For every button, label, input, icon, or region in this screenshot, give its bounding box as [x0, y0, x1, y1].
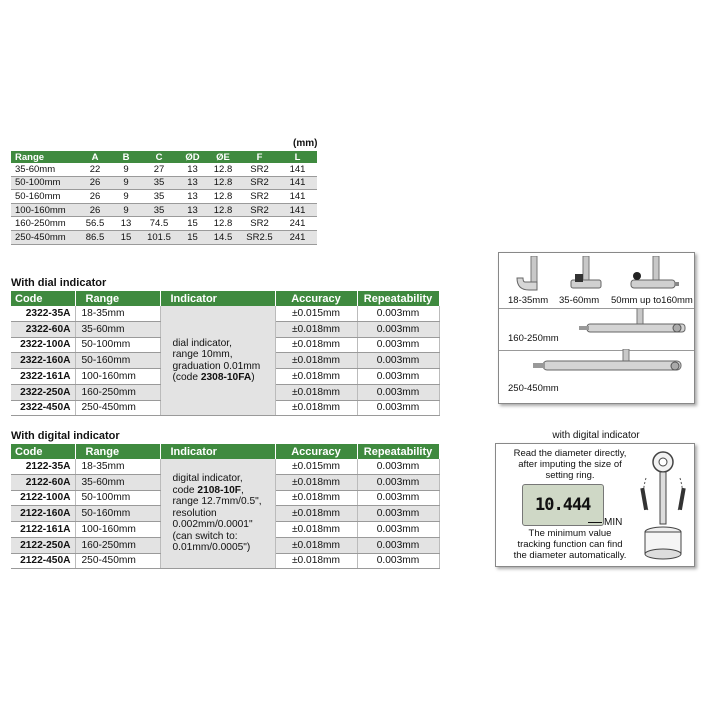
- digital-code-cell: 2122-450A: [11, 553, 75, 569]
- dimensions-cell: 12.8: [205, 176, 241, 190]
- min-label: MIN: [604, 517, 623, 528]
- dimensions-cell: SR2: [241, 190, 278, 204]
- note-bottom-line-3: the diameter automatically.: [513, 550, 627, 561]
- dimensions-table: [11, 151, 317, 245]
- head-label-35-60: 35-60mm: [559, 295, 600, 306]
- dimensions-cell: 35-60mm: [11, 163, 76, 176]
- digital-header-row: [11, 444, 439, 459]
- dimensions-cell: 35: [138, 176, 180, 190]
- dimensions-cell: 35: [138, 203, 180, 217]
- unit-label: (mm): [293, 138, 318, 149]
- head-label-18-35: 18-35mm: [508, 295, 549, 306]
- dimensions-cell: SR2: [241, 203, 278, 217]
- digital-ind-line: range 12.7mm/0.5",: [172, 496, 262, 508]
- dial-accuracy-cell: ±0.015mm: [275, 306, 357, 321]
- digital-code-cell: 2122-250A: [11, 537, 75, 553]
- dimensions-cell: 141: [278, 163, 317, 176]
- digital-table: [11, 444, 440, 569]
- dimensions-cell: 241: [278, 217, 317, 231]
- dial-header-cell: Range: [75, 291, 160, 306]
- digital-code-cell: 2122-60A: [11, 474, 75, 490]
- dial-ind-line: (code: [172, 372, 201, 384]
- dial-section-title: With dial indicator: [11, 277, 107, 289]
- dimensions-cell: 14.5: [205, 230, 241, 244]
- digital-header-cell: Code: [11, 444, 75, 459]
- digital-accuracy-cell: ±0.018mm: [275, 537, 357, 553]
- dimensions-cell: SR2: [241, 176, 278, 190]
- dial-accuracy-cell: ±0.018mm: [275, 353, 357, 369]
- digital-range-cell: 250-450mm: [75, 553, 160, 569]
- head-160-250-illustration: [569, 308, 689, 344]
- head-250-450-illustration: [529, 349, 689, 385]
- dimensions-cell: 15: [180, 217, 205, 231]
- dimensions-cell: 13: [180, 176, 205, 190]
- head-18-35-illustration: [509, 256, 549, 296]
- dimensions-cell: 50-160mm: [11, 190, 76, 204]
- digital-indicator-cell: [160, 459, 275, 569]
- digital-range-cell: 35-60mm: [75, 474, 160, 490]
- dimensions-cell: 9: [114, 163, 138, 176]
- dial-code-cell: 2322-100A: [11, 337, 75, 353]
- dimensions-cell: 56.5: [76, 217, 114, 231]
- dimensions-cell: 26: [76, 190, 114, 204]
- dial-code-cell: 2322-60A: [11, 321, 75, 337]
- dimensions-cell: 50-100mm: [11, 176, 76, 190]
- dial-range-cell: 50-100mm: [75, 337, 160, 353]
- digital-repeatability-cell: 0.003mm: [357, 474, 439, 490]
- digital-range-cell: 18-35mm: [75, 459, 160, 474]
- dimensions-header-cell: F: [241, 151, 278, 163]
- dimensions-header-cell: L: [278, 151, 317, 163]
- dial-accuracy-cell: ±0.018mm: [275, 337, 357, 353]
- table-row: [11, 230, 317, 244]
- dial-indicator-cell: [160, 306, 275, 416]
- digital-header-cell: Accuracy: [275, 444, 357, 459]
- digital-accuracy-cell: ±0.018mm: [275, 474, 357, 490]
- dimensions-cell: 12.8: [205, 190, 241, 204]
- head-35-60-illustration: [563, 256, 607, 296]
- digital-ind-line: 0.002mm/0.0001": [172, 519, 253, 531]
- dial-header-cell: Indicator: [160, 291, 275, 306]
- dimensions-cell: 12.8: [205, 163, 241, 176]
- dimensions-cell: 12.8: [205, 217, 241, 231]
- digital-accuracy-cell: ±0.018mm: [275, 490, 357, 506]
- table-row: [11, 306, 439, 321]
- table-row: [11, 217, 317, 231]
- digital-header-cell: Indicator: [160, 444, 275, 459]
- dimensions-header-cell: ØD: [180, 151, 205, 163]
- dial-accuracy-cell: ±0.018mm: [275, 384, 357, 400]
- digital-ind-line: digital indicator,: [172, 473, 243, 485]
- table-row: [11, 203, 317, 217]
- dial-header-cell: Code: [11, 291, 75, 306]
- dimensions-cell: 141: [278, 176, 317, 190]
- digital-accuracy-cell: ±0.018mm: [275, 506, 357, 522]
- digital-range-cell: 100-160mm: [75, 522, 160, 538]
- dimensions-cell: 26: [76, 176, 114, 190]
- dial-code-cell: 2322-250A: [11, 384, 75, 400]
- note-bottom-line-2: tracking function can find: [517, 539, 623, 550]
- dimensions-cell: 74.5: [138, 217, 180, 231]
- dial-repeatability-cell: 0.003mm: [357, 321, 439, 337]
- dial-range-cell: 160-250mm: [75, 384, 160, 400]
- dial-range-cell: 250-450mm: [75, 400, 160, 416]
- digital-repeatability-cell: 0.003mm: [357, 490, 439, 506]
- lcd-display: [522, 484, 604, 526]
- digital-accuracy-cell: ±0.018mm: [275, 553, 357, 569]
- table-row: [11, 163, 317, 176]
- digital-section-title: With digital indicator: [11, 430, 120, 442]
- dimensions-cell: 15: [180, 230, 205, 244]
- note-bottom-line-1: The minimum value: [528, 528, 612, 539]
- digital-indicator-panel: [495, 443, 695, 567]
- note-bottom: [496, 528, 644, 561]
- dial-range-cell: 18-35mm: [75, 306, 160, 321]
- dimensions-header-cell: ØE: [205, 151, 241, 163]
- dial-range-cell: 100-160mm: [75, 369, 160, 385]
- digital-code-cell: 2122-161A: [11, 522, 75, 538]
- digital-header-cell: Repeatability: [357, 444, 439, 459]
- dimensions-header-cell: B: [114, 151, 138, 163]
- digital-ind-line: 0.01mm/0.0005"): [172, 542, 251, 554]
- dial-repeatability-cell: 0.003mm: [357, 337, 439, 353]
- dimensions-cell: 141: [278, 203, 317, 217]
- dimensions-cell: 160-250mm: [11, 217, 76, 231]
- digital-ind-line: resolution: [172, 507, 217, 519]
- digital-panel-caption: with digital indicator: [552, 430, 640, 441]
- digital-repeatability-cell: 0.003mm: [357, 553, 439, 569]
- dimensions-cell: 141: [278, 190, 317, 204]
- dial-repeatability-cell: 0.003mm: [357, 384, 439, 400]
- dial-ind-code: 2308-10FA: [200, 372, 252, 384]
- digital-range-cell: 50-100mm: [75, 490, 160, 506]
- dial-code-cell: 2322-161A: [11, 369, 75, 385]
- dial-header-cell: Accuracy: [275, 291, 357, 306]
- min-arrow: [588, 522, 602, 523]
- dimensions-cell: 100-160mm: [11, 203, 76, 217]
- digital-repeatability-cell: 0.003mm: [357, 506, 439, 522]
- dial-accuracy-cell: ±0.018mm: [275, 369, 357, 385]
- dial-repeatability-cell: 0.003mm: [357, 353, 439, 369]
- dimensions-cell: 86.5: [76, 230, 114, 244]
- head-label-50-160: 50mm up to160mm: [611, 295, 693, 306]
- digital-code-cell: 2122-35A: [11, 459, 75, 474]
- dimensions-header-cell: Range: [11, 151, 76, 163]
- dimensions-cell: 15: [114, 230, 138, 244]
- digital-code-cell: 2122-100A: [11, 490, 75, 506]
- head-label-160-250: 160-250mm: [508, 333, 559, 344]
- digital-header-cell: Range: [75, 444, 160, 459]
- dimensions-cell: 13: [180, 203, 205, 217]
- lcd-value: 10.444: [535, 495, 591, 515]
- note-top-line-3: setting ring.: [545, 470, 595, 481]
- table-row: [11, 459, 439, 474]
- table-row: [11, 176, 317, 190]
- digital-accuracy-cell: ±0.018mm: [275, 522, 357, 538]
- dimensions-cell: 26: [76, 203, 114, 217]
- digital-repeatability-cell: 0.003mm: [357, 522, 439, 538]
- dimensions-cell: SR2: [241, 217, 278, 231]
- head-50-160-illustration: [619, 256, 689, 296]
- dimensions-cell: 13: [180, 163, 205, 176]
- dial-repeatability-cell: 0.003mm: [357, 369, 439, 385]
- dial-code-cell: 2322-450A: [11, 400, 75, 416]
- dial-ind-line: range 10mm,: [172, 349, 233, 361]
- dial-accuracy-cell: ±0.018mm: [275, 400, 357, 416]
- dial-ind-line: graduation 0.01mm: [172, 360, 261, 372]
- digital-accuracy-cell: ±0.015mm: [275, 459, 357, 474]
- dial-repeatability-cell: 0.003mm: [357, 400, 439, 416]
- dimensions-cell: 241: [278, 230, 317, 244]
- dimensions-cell: 9: [114, 203, 138, 217]
- dial-header-cell: Repeatability: [357, 291, 439, 306]
- dimensions-header-row: [11, 151, 317, 163]
- head-label-250-450: 250-450mm: [508, 383, 559, 394]
- table-row: [11, 190, 317, 204]
- dial-code-cell: 2322-35A: [11, 306, 75, 321]
- dimensions-cell: 13: [180, 190, 205, 204]
- dial-range-cell: 35-60mm: [75, 321, 160, 337]
- dial-code-cell: 2322-160A: [11, 353, 75, 369]
- dimensions-cell: 250-450mm: [11, 230, 76, 244]
- digital-ind-line: code: [172, 484, 198, 496]
- note-top: [496, 448, 644, 481]
- measuring-heads-panel: [498, 252, 695, 404]
- dimensions-cell: 12.8: [205, 203, 241, 217]
- dimensions-cell: 27: [138, 163, 180, 176]
- dimensions-cell: SR2: [241, 163, 278, 176]
- digital-ind-line: ,: [241, 484, 244, 496]
- digital-ind-code: 2108-10F: [197, 484, 242, 496]
- dimensions-cell: 9: [114, 190, 138, 204]
- dial-ind-line: dial indicator,: [172, 337, 232, 349]
- dimensions-header-cell: A: [76, 151, 114, 163]
- dimensions-cell: 101.5: [138, 230, 180, 244]
- note-top-line-1: Read the diameter directly,: [513, 448, 627, 459]
- digital-range-cell: 50-160mm: [75, 506, 160, 522]
- dimensions-header-cell: C: [138, 151, 180, 163]
- dimensions-cell: 22: [76, 163, 114, 176]
- dial-repeatability-cell: 0.003mm: [357, 306, 439, 321]
- digital-ind-line: (can switch to:: [172, 530, 238, 542]
- dimensions-cell: SR2.5: [241, 230, 278, 244]
- gauge-in-setting-ring-illustration: [636, 448, 690, 562]
- dial-table: [11, 291, 440, 416]
- dial-accuracy-cell: ±0.018mm: [275, 321, 357, 337]
- dial-header-row: [11, 291, 439, 306]
- note-top-line-2: after imputing the size of: [518, 459, 622, 470]
- dimensions-cell: 9: [114, 176, 138, 190]
- dial-range-cell: 50-160mm: [75, 353, 160, 369]
- digital-code-cell: 2122-160A: [11, 506, 75, 522]
- digital-range-cell: 160-250mm: [75, 537, 160, 553]
- dial-ind-line: ): [251, 372, 255, 384]
- dimensions-cell: 13: [114, 217, 138, 231]
- digital-repeatability-cell: 0.003mm: [357, 459, 439, 474]
- digital-repeatability-cell: 0.003mm: [357, 537, 439, 553]
- dimensions-cell: 35: [138, 190, 180, 204]
